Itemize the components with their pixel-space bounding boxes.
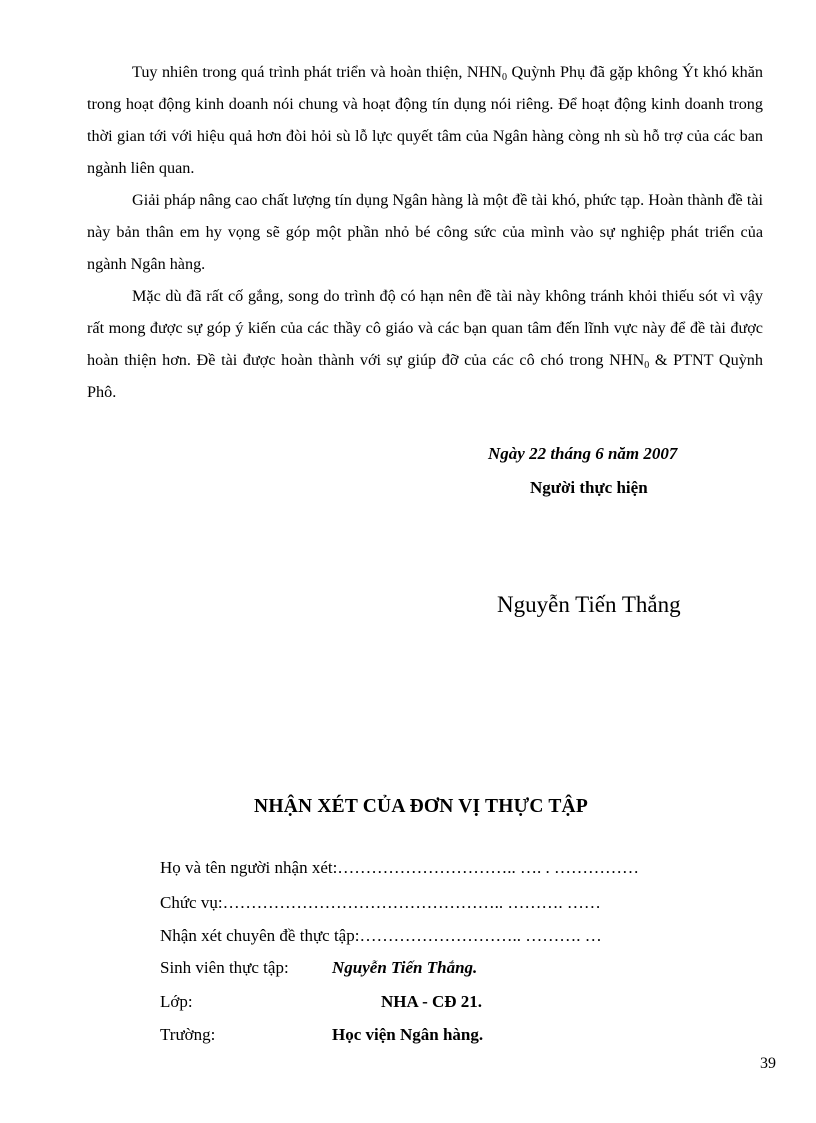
paragraph-3-text-a: Mặc dù đã rất cố gắng, song do trình độ có hạn nên đề tài này không tránh khỏi thiếu sót vì vậy rất mong được sự góp ý kiến của các thầy cô giáo và các bạn quan tâm đến lĩnh vực này để đề tài được hoàn thiện hơn. Đề tài được hoàn thành với sự giúp đỡ của các cô chó trong NHN bbox=[87, 287, 763, 369]
signer-name: Nguyễn Tiến Thắng bbox=[497, 592, 681, 617]
section-title: NHẬN XÉT CỦA ĐƠN VỊ THỰC TẬP bbox=[254, 796, 588, 817]
school-label: Trường: bbox=[160, 1025, 216, 1044]
reviewer-name-field: Họ và tên người nhận xét:………………………….. …. . …………… bbox=[160, 858, 640, 877]
paragraph-1-text-b: Quỳnh Phụ đã gặp không Ýt khó khăn trong hoạt động kinh doanh nói chung và hoạt động tín dụng nói riêng. Để hoạt động kinh doanh trong thời gian tới với hiệu quả hơn đòi hỏi sù lỗ lực quyết tâm của Ngân hàng còng nh sù hỗ trợ của các ban ngành liên quan. bbox=[87, 63, 763, 177]
class-value: NHA - CĐ 21. bbox=[381, 992, 483, 1011]
page-number: 39 bbox=[760, 1055, 776, 1072]
paragraph-1-text-a: Tuy nhiên trong quá trình phát triển và hoàn thiện, NHN bbox=[132, 63, 502, 81]
paragraph-3 bbox=[87, 280, 763, 408]
position-field: Chức vụ:………………………………………….. ………. …… bbox=[160, 893, 601, 912]
student-name: Nguyễn Tiến Thắng. bbox=[332, 958, 478, 977]
paragraph-2 bbox=[87, 184, 763, 280]
subscript-0: 0 bbox=[644, 360, 650, 371]
student-label: Sinh viên thực tập: bbox=[160, 958, 289, 977]
comment-field: Nhận xét chuyên đề thực tập:……………………….. ………. … bbox=[160, 926, 602, 945]
paragraph-3-text-b: & PTNT Quỳnh Phô. bbox=[87, 351, 763, 401]
paragraph-2-text: Giải pháp nâng cao chất lượng tín dụng Ngân hàng là một đề tài khó, phức tạp. Hoàn thành đề tài này bản thân em hy vọng sẽ góp một phần nhỏ bé công sức của mình vào sự nghiệp phát triển của ngành Ngân hàng. bbox=[87, 191, 763, 273]
class-label: Lớp: bbox=[160, 992, 193, 1011]
subscript-0: 0 bbox=[501, 72, 507, 83]
school-value: Học viện Ngân hàng. bbox=[332, 1025, 484, 1044]
paragraph-1 bbox=[87, 56, 763, 184]
signature-role: Người thực hiện bbox=[530, 478, 648, 497]
signature-date: Ngày 22 tháng 6 năm 2007 bbox=[488, 444, 678, 463]
